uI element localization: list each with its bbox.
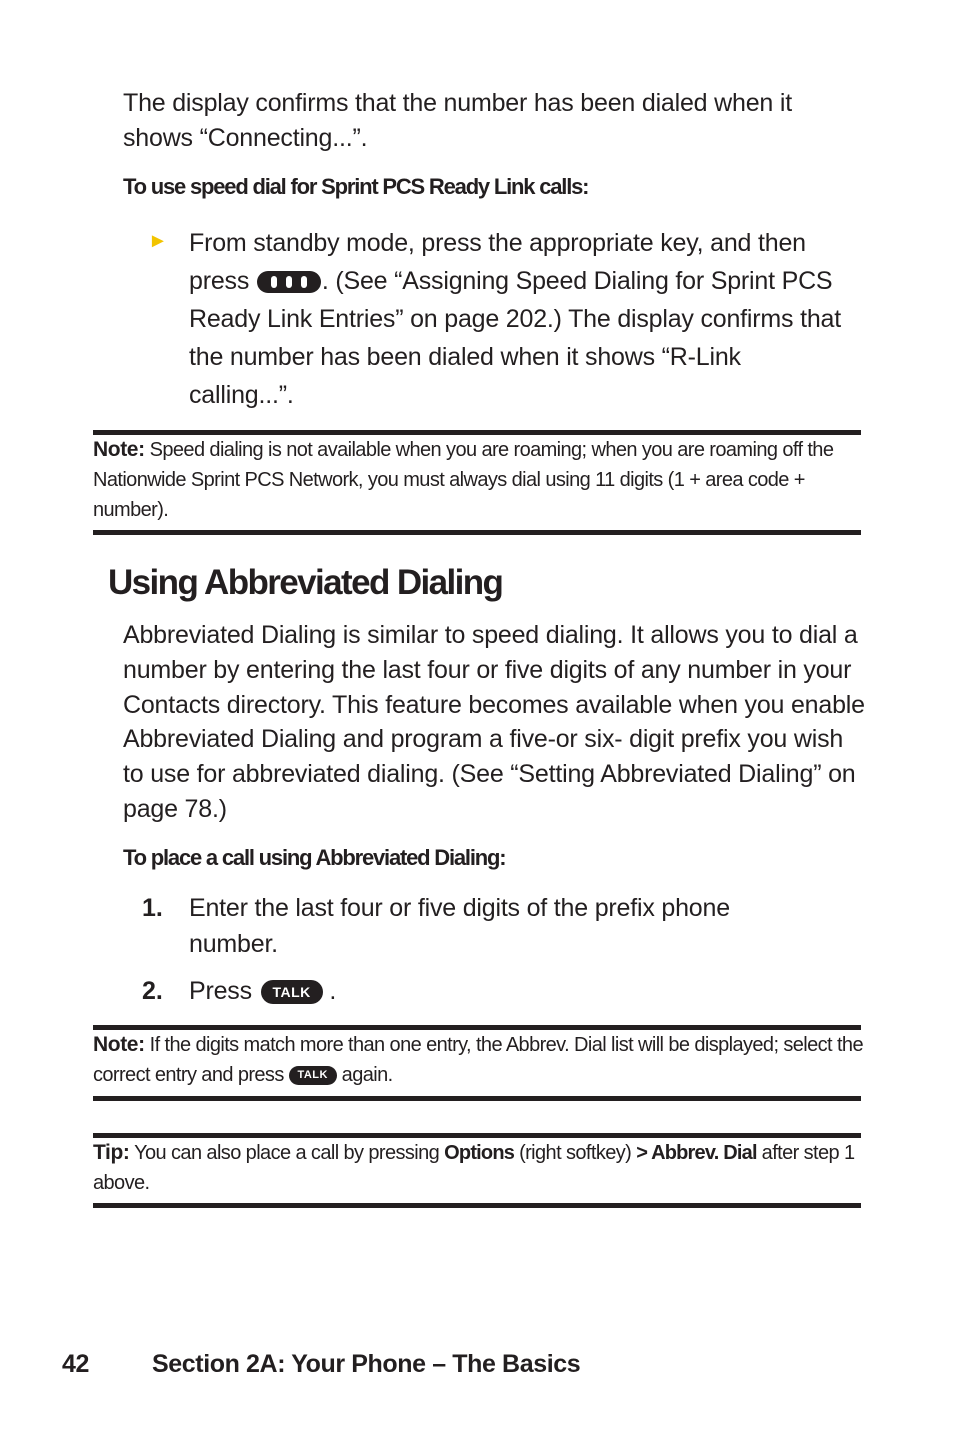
note1-text: Speed dialing is not available when you are roaming; when you are roaming off the Nationwide Sprint PCS Network, you must always dial using 11 digits (1 + area code + number). xyxy=(93,439,834,521)
readylink-bullet-text-before: From standby mode, press the appropriate key, and then press xyxy=(189,229,806,295)
footer-section-title: Section 2A: Your Phone – The Basics xyxy=(152,1350,581,1378)
readylink-bullet-text xyxy=(189,224,849,414)
step-2 xyxy=(142,973,862,1009)
talk-key-icon: TALK xyxy=(261,980,323,1004)
note2-bottom-rule xyxy=(93,1096,861,1101)
three-dot-key-icon xyxy=(257,271,321,293)
step-2-number: 2. xyxy=(142,977,163,1005)
page-number: 42 xyxy=(62,1350,90,1378)
note2-text-after: again. xyxy=(341,1064,393,1086)
readylink-subheading: To use speed dial for Sprint PCS Ready Link calls: xyxy=(123,174,589,199)
talk-key-small-icon: TALK xyxy=(289,1066,337,1085)
note1 xyxy=(93,435,863,525)
note2 xyxy=(93,1030,863,1090)
tip-label: Tip: xyxy=(93,1141,130,1164)
step-1-text: Enter the last four or five digits of the prefix phone number. xyxy=(189,894,730,958)
note1-label: Note: xyxy=(93,438,145,461)
readylink-bullet xyxy=(148,224,868,414)
tip-text-3: after step 1 above. xyxy=(93,1142,855,1194)
note1-bottom-rule xyxy=(93,530,861,535)
step-2-text-before: Press xyxy=(189,977,252,1005)
readylink-bullet-text-after: . (See “Assigning Speed Dialing for Sprint PCS Ready Link Entries” on page 202.) The display confirms that the number has been dialed when it shows “R-Link calling...”. xyxy=(189,267,841,409)
tip xyxy=(93,1138,863,1198)
tip-text-2: (right softkey) xyxy=(519,1142,632,1164)
tip-options-softkey: Options xyxy=(444,1142,515,1164)
connecting-paragraph: The display confirms that the number has been dialed when it shows “Connecting...”. xyxy=(123,89,792,152)
section-title: Using Abbreviated Dialing xyxy=(108,563,503,602)
bullet-arrow-icon: ► xyxy=(148,230,168,252)
step-1-number: 1. xyxy=(142,894,163,922)
tip-abbrev-dial-menu: > Abbrev. Dial xyxy=(636,1142,757,1164)
note2-text-before: If the digits match more than one entry, the Abbrev. Dial list will be displayed; select the correct entry and press xyxy=(93,1034,863,1086)
tip-bottom-rule xyxy=(93,1203,861,1208)
step-2-text xyxy=(189,973,862,1009)
tip-text-1: You can also place a call by pressing xyxy=(134,1142,440,1164)
step-1 xyxy=(142,890,862,962)
note2-label: Note: xyxy=(93,1033,145,1056)
place-call-subheading: To place a call using Abbreviated Dialing: xyxy=(123,845,506,870)
abbrev-intro-paragraph: Abbreviated Dialing is similar to speed dialing. It allows you to dial a number by entering the last four or five digits of any number in your Contacts directory. This feature becomes available when you enable Abbreviated Dialing and program a five-or six- digit prefix you wish to use for abbreviated dialing. (See “Setting Abbreviated Dialing” on page 78.) xyxy=(123,621,865,823)
step-2-text-after: . xyxy=(329,977,337,1005)
